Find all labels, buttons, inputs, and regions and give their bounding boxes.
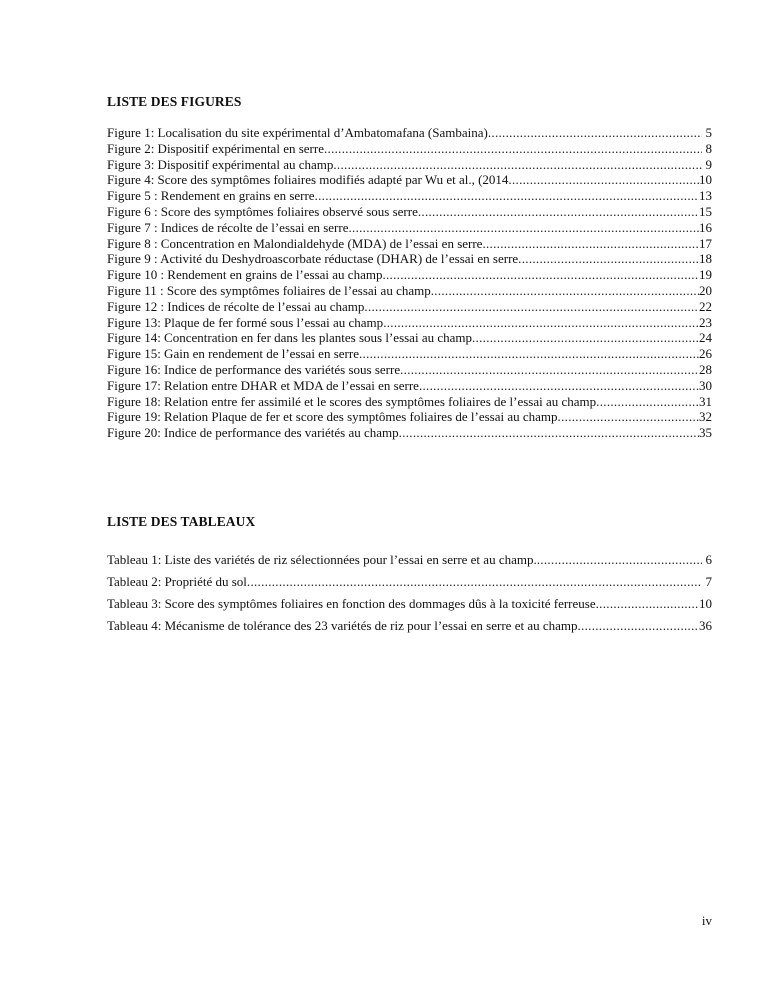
entry-title: Figure 17: Relation entre DHAR et MDA de l’essai en serre xyxy=(107,377,419,393)
entry-page-number: 9 xyxy=(705,156,712,172)
entry-title: Tableau 2: Propriété du sol xyxy=(107,574,247,589)
dot-leader xyxy=(518,251,699,267)
entry-page-number: 36 xyxy=(699,618,712,633)
entry-title: Figure 18: Relation entre fer assimilé et le scores des symptômes foliaires de l’essai au champ xyxy=(107,393,597,409)
entry-title: Figure 12 : Indices de récolte de l’essai au champ xyxy=(107,298,365,314)
entry-page-number: 7 xyxy=(705,574,712,589)
dot-leader xyxy=(247,571,702,593)
entry-page-number: 6 xyxy=(705,552,712,567)
dot-leader xyxy=(472,330,699,346)
table-entry[interactable] xyxy=(107,593,712,615)
dot-leader xyxy=(596,394,699,410)
entry-title: Figure 1: Localisation du site expérimental d’Ambatomafana (Sambaina) xyxy=(107,125,488,140)
entry-page-number: 32 xyxy=(699,409,712,425)
entry-title: Figure 19: Relation Plaque de fer et score des symptômes foliaires de l’essai au champ xyxy=(107,409,558,425)
dot-leader xyxy=(348,220,699,236)
figure-entry[interactable] xyxy=(107,362,712,378)
dot-leader xyxy=(315,188,699,204)
dot-leader xyxy=(508,172,699,188)
figure-entry[interactable] xyxy=(107,283,712,299)
entry-page-number: 18 xyxy=(699,251,712,267)
page-number: iv xyxy=(701,913,712,928)
dot-leader xyxy=(431,283,699,299)
entry-title: Figure 2: Dispositif expérimental en serre xyxy=(107,140,324,156)
table-entry[interactable] xyxy=(107,615,712,637)
entry-title: Figure 11 : Score des symptômes foliaires de l’essai au champ xyxy=(107,282,431,298)
entry-title: Figure 9 : Activité du Deshydroascorbate réductase (DHAR) de l’essai en serre xyxy=(107,251,519,267)
dot-leader xyxy=(364,299,699,315)
figure-entry[interactable] xyxy=(107,299,712,315)
entry-title: Figure 16: Indice de performance des variétés sous serre xyxy=(107,361,401,377)
figure-entry[interactable] xyxy=(107,378,712,394)
table-entry[interactable] xyxy=(107,571,712,593)
figure-entry[interactable] xyxy=(107,220,712,236)
list-of-tables-heading: LISTE DES TABLEAUX xyxy=(107,514,256,529)
figure-entry[interactable] xyxy=(107,188,712,204)
figure-entry[interactable] xyxy=(107,315,712,331)
figure-entry[interactable] xyxy=(107,409,712,425)
figure-entry[interactable] xyxy=(107,204,712,220)
figure-entry[interactable] xyxy=(107,394,712,410)
entry-page-number: 10 xyxy=(699,172,712,188)
entry-page-number: 8 xyxy=(705,140,712,156)
table-entry[interactable] xyxy=(107,549,712,571)
entry-title: Figure 14: Concentration en fer dans les plantes sous l’essai au champ xyxy=(107,330,472,346)
entry-title: Figure 8 : Concentration en Malondialdehyde (MDA) de l’essai en serre xyxy=(107,235,483,251)
entry-page-number: 16 xyxy=(699,219,712,235)
entry-page-number: 17 xyxy=(699,235,712,251)
entry-page-number: 10 xyxy=(699,596,712,611)
entry-page-number: 19 xyxy=(699,267,712,283)
figure-entry[interactable] xyxy=(107,330,712,346)
entry-title: Figure 15: Gain en rendement de l’essai en serre xyxy=(107,346,359,362)
entry-page-number: 26 xyxy=(699,346,712,362)
dot-leader xyxy=(324,141,702,157)
entry-title: Figure 10 : Rendement en grains de l’essai au champ xyxy=(107,267,383,283)
entry-title: Tableau 4: Mécanisme de tolérance des 23 variétés de riz pour l’essai en serre et au champ xyxy=(107,618,578,633)
list-of-figures xyxy=(107,125,712,441)
figure-entry[interactable] xyxy=(107,425,712,441)
figure-entry[interactable] xyxy=(107,236,712,252)
entry-title: Figure 3: Dispositif expérimental au champ xyxy=(107,156,334,172)
entry-title: Figure 5 : Rendement en grains en serre xyxy=(107,188,315,204)
dot-leader xyxy=(596,593,699,615)
entry-title: Figure 6 : Score des symptômes foliaires observé sous serre xyxy=(107,203,418,219)
figure-entry[interactable] xyxy=(107,125,712,141)
entry-page-number: 30 xyxy=(699,377,712,393)
entry-title: Figure 13: Plaque de fer formé sous l’essai au champ xyxy=(107,314,384,330)
entry-page-number: 23 xyxy=(699,314,712,330)
figure-entry[interactable] xyxy=(107,251,712,267)
entry-title: Tableau 1: Liste des variétés de riz sélectionnées pour l’essai en serre et au champ. xyxy=(107,552,537,567)
entry-title: Figure 7 : Indices de récolte de l’essai en serre xyxy=(107,219,349,235)
entry-title: Figure 4: Score des symptômes foliaires modifiés adapté par Wu et al., (2014 xyxy=(107,172,509,188)
entry-page-number: 5 xyxy=(705,125,712,140)
dot-leader xyxy=(382,267,699,283)
dot-leader xyxy=(400,362,699,378)
entry-page-number: 31 xyxy=(699,393,712,409)
entry-page-number: 13 xyxy=(699,188,712,204)
dot-leader xyxy=(333,157,702,173)
dot-leader xyxy=(418,204,699,220)
entry-page-number: 22 xyxy=(699,298,712,314)
figure-entry[interactable] xyxy=(107,141,712,157)
figure-entry[interactable] xyxy=(107,267,712,283)
entry-page-number: 28 xyxy=(699,361,712,377)
entry-title: Figure 20: Indice de performance des variétés au champ xyxy=(107,425,399,441)
entry-title: Tableau 3: Score des symptômes foliaires en fonction des dommages dûs à la toxicité ferreuse xyxy=(107,596,596,611)
figure-entry[interactable] xyxy=(107,172,712,188)
dot-leader xyxy=(359,346,699,362)
list-of-figures-heading: LISTE DES FIGURES xyxy=(107,94,242,109)
figure-entry[interactable] xyxy=(107,346,712,362)
dot-leader xyxy=(383,315,699,331)
entry-page-number: 15 xyxy=(699,203,712,219)
dot-leader xyxy=(419,378,699,394)
entry-page-number: 24 xyxy=(699,330,712,346)
dot-leader xyxy=(482,236,699,252)
figure-entry[interactable] xyxy=(107,157,712,173)
dot-leader xyxy=(399,425,699,441)
dot-leader xyxy=(537,549,702,571)
list-of-tables xyxy=(107,549,712,637)
dot-leader xyxy=(558,409,699,425)
entry-page-number: 35 xyxy=(699,425,712,441)
dot-leader xyxy=(488,125,702,141)
entry-page-number: 20 xyxy=(699,282,712,298)
dot-leader xyxy=(578,615,700,637)
